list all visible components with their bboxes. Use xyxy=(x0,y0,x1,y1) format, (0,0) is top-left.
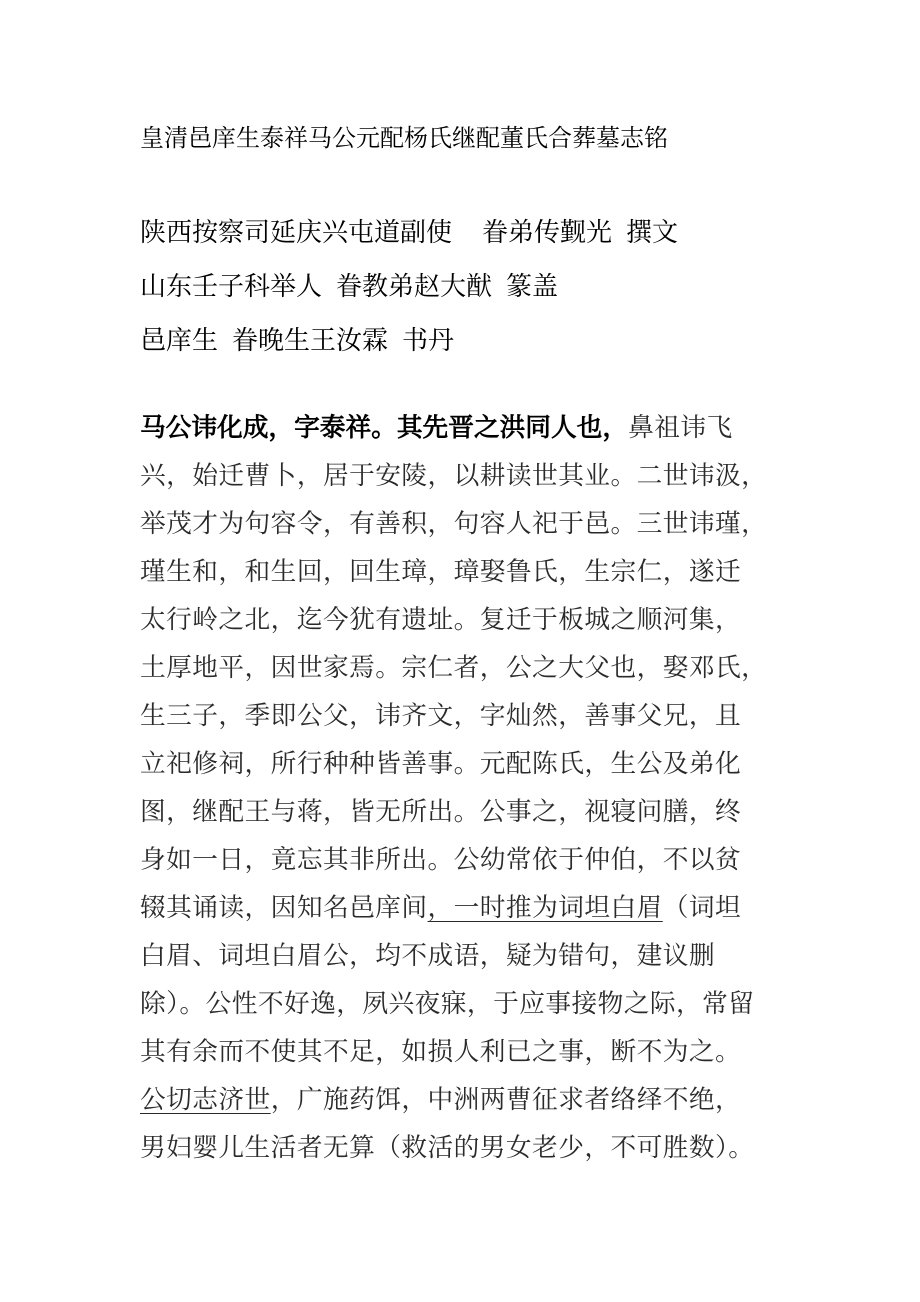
body-line: 土厚地平，因世家焉。宗仁者，公之大父也，娶邓氏， xyxy=(140,653,768,683)
body-line: 男妇婴儿生活者无算（救活的男女老少，不可胜数）。 xyxy=(140,1133,755,1163)
body-line: 立祀修祠，所行种种皆善事。元配陈氏，生公及弟化 xyxy=(140,749,742,779)
credit-person: 眷教弟赵大猷 xyxy=(336,272,493,302)
credit-person: 眷晚生王汝霖 xyxy=(232,326,389,356)
body-line: 太行岭之北，迄今犹有遗址。复迁于板城之顺河集， xyxy=(140,605,742,635)
body-lead: 马公讳化成，字泰祥。其先晋之洪同人也， xyxy=(140,413,629,443)
underlined-phrase: ，一时推为词坦白眉 xyxy=(427,893,663,923)
body-line: 瑾生和，和生回，回生璋，璋娶鲁氏，生宗仁，遂迁 xyxy=(140,557,742,587)
credit-line-seal xyxy=(140,266,840,320)
body-text: ，广施药饵，中洲两曹征求者络绎不绝， xyxy=(270,1085,742,1115)
epitaph-body xyxy=(140,404,785,1172)
body-line xyxy=(140,884,785,932)
credit-role: 山东壬子科举人 xyxy=(140,272,323,302)
body-text: （词坦 xyxy=(662,893,742,923)
body-line: 兴，始迁曹卜，居于安陵，以耕读世其业。二世讳汲， xyxy=(140,461,768,491)
credits-block xyxy=(140,212,840,374)
body-line: 白眉、词坦白眉公，均不成语，疑为错句，建议删 xyxy=(140,941,716,971)
credit-action: 撰文 xyxy=(626,218,679,248)
credit-role: 邑庠生 xyxy=(140,326,219,356)
credit-role: 陕西按察司延庆兴屯道副使 xyxy=(140,218,453,248)
body-line: 除）。公性不好逸，夙兴夜寐，于应事接物之际，常留 xyxy=(140,989,755,1019)
page-title: 皇清邑庠生泰祥马公元配杨氏继配董氏合葬墓志铭 xyxy=(140,124,668,152)
body-line: 身如一日，竟忘其非所出。公幼常依于仲伯，不以贫 xyxy=(140,845,742,875)
body-text: 鼻祖讳飞 xyxy=(628,413,733,443)
body-text: 辍其诵读，因知名邑庠间 xyxy=(140,893,428,923)
credit-line-author xyxy=(140,212,840,266)
body-line: 举茂才为句容令，有善积，句容人祀于邑。三世讳瑾， xyxy=(140,509,768,539)
credit-person: 眷弟传觐光 xyxy=(482,218,613,248)
body-line: 图，继配王与蒋，皆无所出。公事之，视寝问膳，终 xyxy=(140,797,742,827)
body-line: 其有余而不使其不足，如损人利已之事，断不为之。 xyxy=(140,1037,742,1067)
credit-action: 书丹 xyxy=(402,326,455,356)
body-line: 生三子，季即公父，讳齐文，字灿然，善事父兄，且 xyxy=(140,701,742,731)
body-line xyxy=(140,1076,785,1124)
body-line xyxy=(140,404,785,452)
underlined-phrase: 公切志济世 xyxy=(140,1085,271,1115)
credit-line-calligrapher xyxy=(140,320,840,374)
credit-action: 篆盖 xyxy=(506,272,559,302)
